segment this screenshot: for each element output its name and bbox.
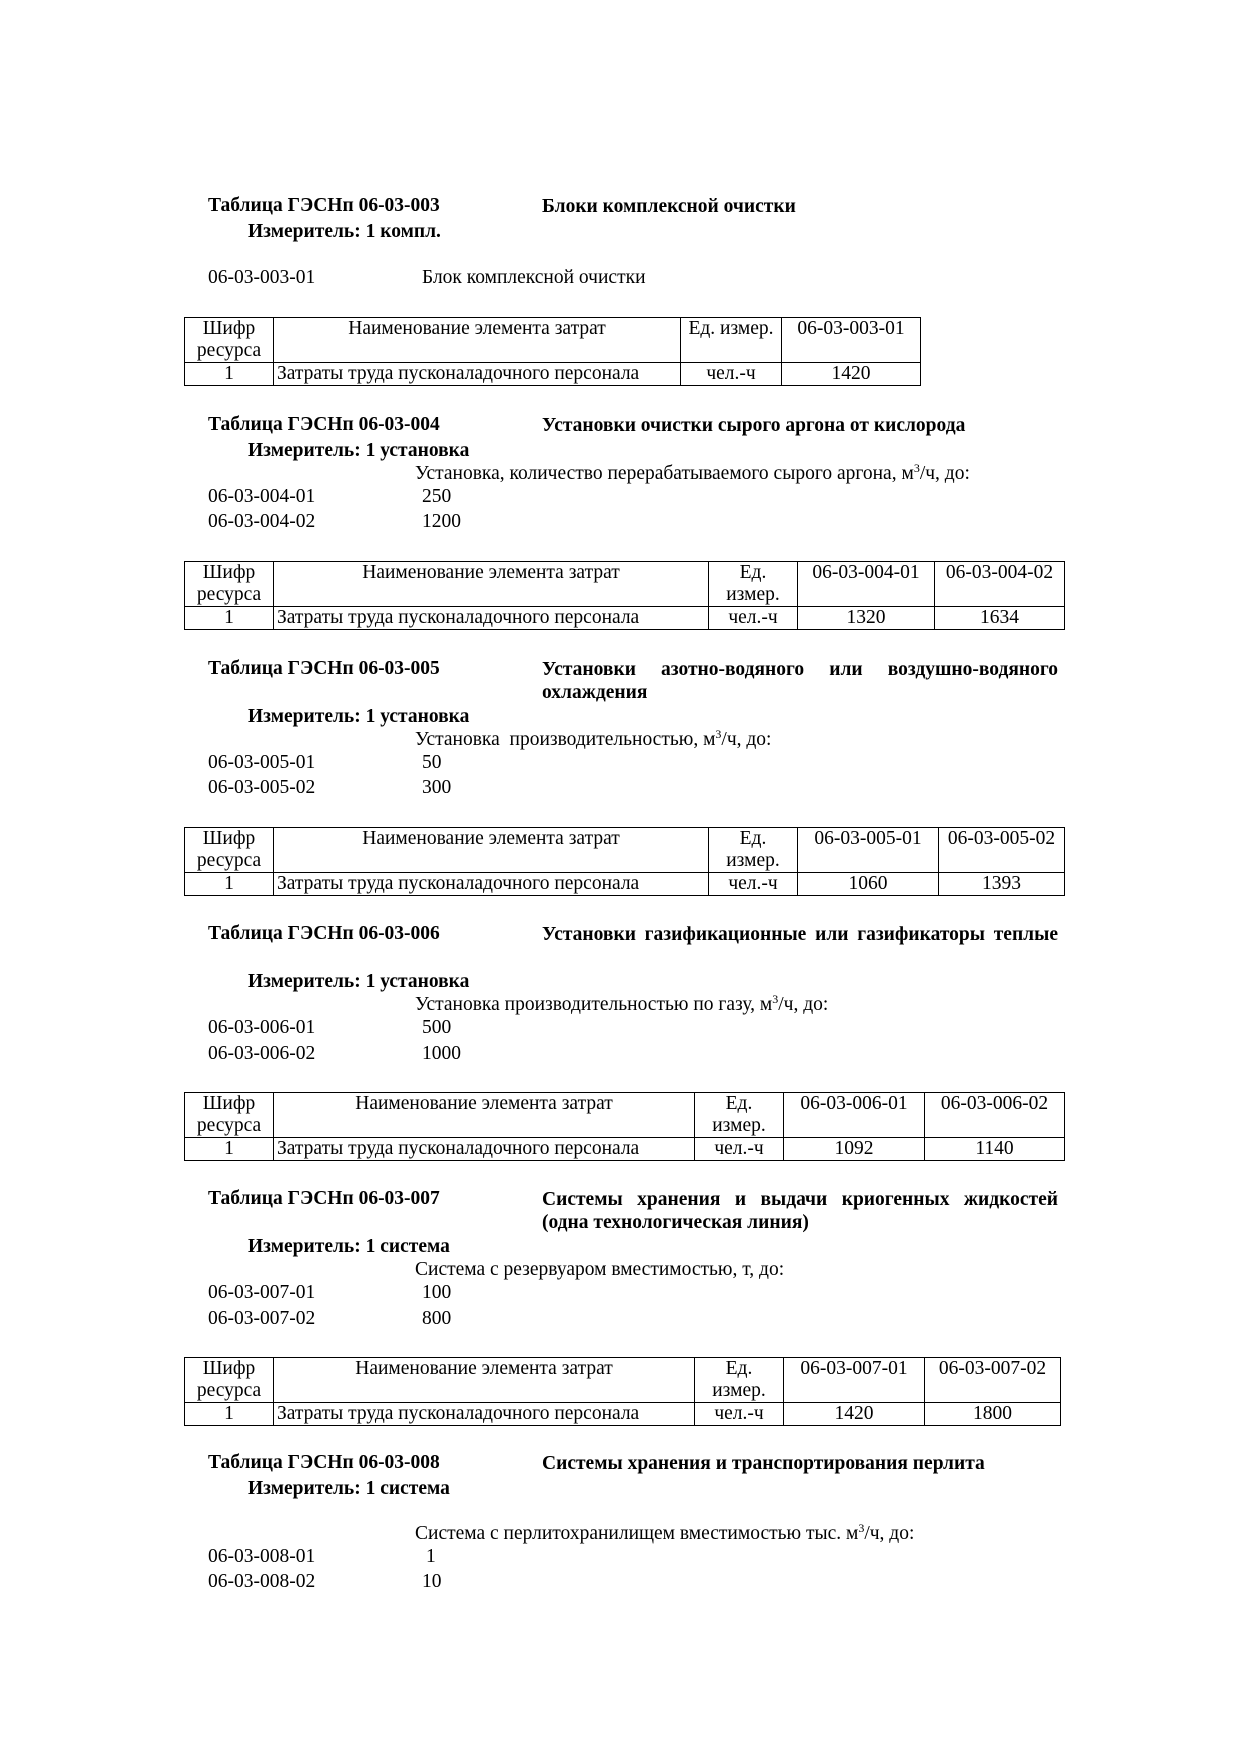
norm-value: 1000 (422, 1043, 461, 1064)
cell-value-1: 1092 (784, 1138, 925, 1161)
header-element-name: Наименование элемента затрат (274, 562, 709, 607)
cell-unit: чел.-ч (695, 1403, 784, 1426)
cell-value-1: 1060 (798, 873, 939, 896)
header-norm-code-2: 06-03-004-02 (935, 562, 1065, 607)
norm-code: 06-03-006-01 (208, 1017, 316, 1038)
header-unit: Ед. измер. (709, 562, 798, 607)
norm-value: 300 (422, 777, 452, 798)
cost-table (184, 561, 1065, 630)
cell-unit: чел.-ч (695, 1138, 784, 1161)
header-resource-code: Шифр ресурса (185, 562, 274, 607)
cell-value-1: 1320 (798, 607, 935, 630)
measure-unit: Измеритель: 1 установка (248, 706, 470, 727)
parameter-description: Установка производительностью по газу, $м^3/ч$, до: (415, 992, 829, 1015)
measure-unit: Измеритель: 1 компл. (248, 221, 441, 242)
cell-unit: чел.-ч (709, 607, 798, 630)
cell-element-name: Затраты труда пусконаладочного персонала (274, 1403, 695, 1426)
cell-value-2: 1634 (935, 607, 1065, 630)
header-element-name: Наименование элемента затрат (274, 318, 681, 363)
cell-resource-code: 1 (185, 873, 274, 896)
table-title: Системы хранения и выдачи криогенных жидкостей (одна технологическая линия) (542, 1189, 1058, 1233)
cell-element-name: Затраты труда пусконаладочного персонала (274, 363, 681, 386)
cell-value-1: 1420 (782, 363, 921, 386)
norm-code: 06-03-007-02 (208, 1308, 316, 1329)
norm-code: 06-03-008-01 (208, 1546, 316, 1567)
cell-value-2: 1800 (925, 1403, 1061, 1426)
table-row (185, 1403, 1061, 1426)
norm-code: 06-03-007-01 (208, 1282, 316, 1303)
header-resource-code: Шифр ресурса (185, 828, 274, 873)
norm-value: 250 (422, 486, 452, 507)
header-element-name: Наименование элемента затрат (274, 1093, 695, 1138)
header-element-name: Наименование элемента затрат (274, 828, 709, 873)
table-title: Системы хранения и транспортирования перлита (542, 1453, 985, 1474)
header-resource-code: Шифр ресурса (185, 1093, 274, 1138)
table-row (185, 873, 1065, 896)
cell-value-1: 1420 (784, 1403, 925, 1426)
header-norm-code-2: 06-03-007-02 (925, 1358, 1061, 1403)
cell-unit: чел.-ч (709, 873, 798, 896)
header-unit: Ед. измер. (681, 318, 782, 363)
cost-table (184, 1092, 1065, 1161)
parameter-description: Установка производительностью, $м^3/ч$, до: (415, 727, 772, 750)
table-id: Таблица ГЭСНп 06-03-005 (208, 658, 440, 679)
table-row (185, 607, 1065, 630)
header-resource-code: Шифр ресурса (185, 318, 274, 363)
table-title: Установки азотно-водяного или воздушно-водяного охлаждения (542, 659, 1058, 703)
norm-code: 06-03-005-01 (208, 752, 316, 773)
table-title: Установки очистки сырого аргона от кислорода (542, 415, 966, 436)
cell-value-2: 1140 (925, 1138, 1065, 1161)
table-header-row (185, 1358, 1061, 1403)
norm-code: 06-03-004-02 (208, 511, 316, 532)
header-unit: Ед. измер. (709, 828, 798, 873)
table-id: Таблица ГЭСНп 06-03-007 (208, 1188, 440, 1209)
parameter-description: Система с перлитохранилищем вместимостью тыс. $м^3/ч$, до: (415, 1521, 915, 1544)
header-norm-code-1: 06-03-003-01 (782, 318, 921, 363)
norm-value: 100 (422, 1282, 452, 1303)
cell-resource-code: 1 (185, 1138, 274, 1161)
norm-code: 06-03-006-02 (208, 1043, 316, 1064)
header-unit: Ед. измер. (695, 1093, 784, 1138)
measure-unit: Измеритель: 1 установка (248, 971, 470, 992)
norm-value: 800 (422, 1308, 452, 1329)
cell-unit: чел.-ч (681, 363, 782, 386)
cost-table (184, 317, 921, 386)
norm-code: 06-03-005-02 (208, 777, 316, 798)
cost-table (184, 1357, 1061, 1426)
table-header-row (185, 1093, 1065, 1138)
table-row (185, 363, 921, 386)
cell-resource-code: 1 (185, 363, 274, 386)
header-norm-code-2: 06-03-006-02 (925, 1093, 1065, 1138)
norm-value: 50 (422, 752, 442, 773)
header-element-name: Наименование элемента затрат (274, 1358, 695, 1403)
header-norm-code-1: 06-03-005-01 (798, 828, 939, 873)
norm-value: 1 (426, 1546, 436, 1567)
parameter-description: Система с резервуаром вместимостью, т, до: (415, 1259, 785, 1280)
cell-value-2: 1393 (939, 873, 1065, 896)
table-header-row (185, 318, 921, 363)
measure-unit: Измеритель: 1 система (248, 1236, 450, 1257)
header-norm-code-1: 06-03-006-01 (784, 1093, 925, 1138)
table-row (185, 1138, 1065, 1161)
header-norm-code-1: 06-03-004-01 (798, 562, 935, 607)
cell-element-name: Затраты труда пусконаладочного персонала (274, 607, 709, 630)
table-header-row (185, 828, 1065, 873)
table-id: Таблица ГЭСНп 06-03-003 (208, 195, 440, 216)
norm-code: 06-03-008-02 (208, 1571, 316, 1592)
cell-resource-code: 1 (185, 1403, 274, 1426)
cost-table (184, 827, 1065, 896)
table-header-row (185, 562, 1065, 607)
measure-unit: Измеритель: 1 система (248, 1478, 450, 1499)
header-norm-code-1: 06-03-007-01 (784, 1358, 925, 1403)
header-resource-code: Шифр ресурса (185, 1358, 274, 1403)
norm-description: Блок комплексной очистки (422, 267, 646, 288)
cell-resource-code: 1 (185, 607, 274, 630)
table-id: Таблица ГЭСНп 06-03-008 (208, 1452, 440, 1473)
norm-code: 06-03-004-01 (208, 486, 316, 507)
header-unit: Ед. измер. (695, 1358, 784, 1403)
table-id: Таблица ГЭСНп 06-03-006 (208, 923, 440, 944)
table-title: Установки газификационные или газификаторы теплые (542, 924, 1058, 945)
measure-unit: Измеритель: 1 установка (248, 440, 470, 461)
table-title: Блоки комплексной очистки (542, 196, 796, 217)
cell-element-name: Затраты труда пусконаладочного персонала (274, 873, 709, 896)
norm-value: 500 (422, 1017, 452, 1038)
norm-value: 1200 (422, 511, 461, 532)
norm-code: 06-03-003-01 (208, 267, 316, 288)
cell-element-name: Затраты труда пусконаладочного персонала (274, 1138, 695, 1161)
header-norm-code-2: 06-03-005-02 (939, 828, 1065, 873)
norm-value: 10 (422, 1571, 442, 1592)
parameter-description: Установка, количество перерабатываемого сырого аргона, $м^3/ч$, до: (415, 461, 970, 484)
table-id: Таблица ГЭСНп 06-03-004 (208, 414, 440, 435)
